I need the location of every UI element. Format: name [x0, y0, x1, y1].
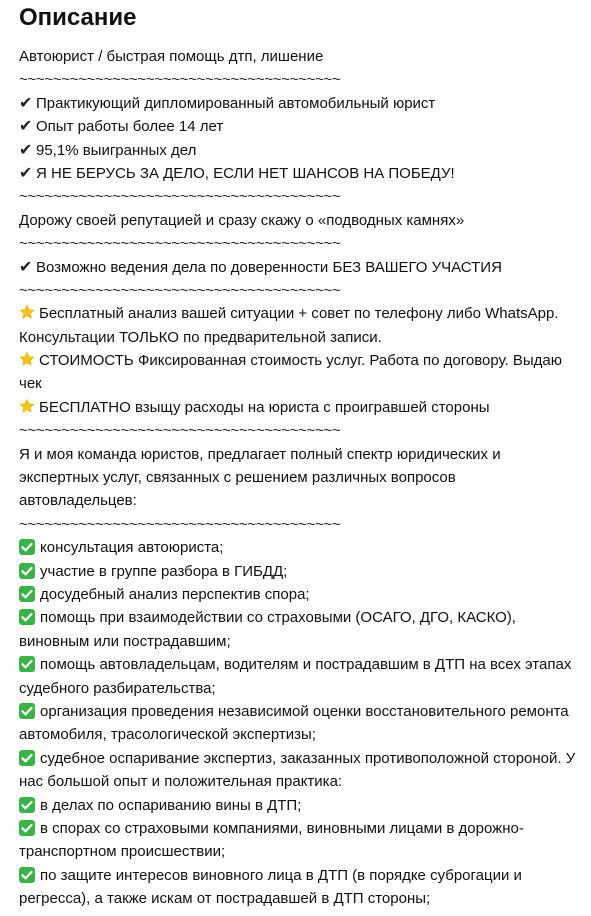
star-line-text: Бесплатный анализ вашей ситуации + совет по телефону либо WhatsApp.: [39, 305, 559, 323]
text-line: автомобиля, трасологической экспертизы;: [19, 726, 316, 744]
checkbox-line: [19, 560, 585, 583]
heavy-check-mark-icon: ✔: [19, 141, 33, 159]
checkbox-line-text: участие в группе разбора в ГИБДД;: [40, 562, 288, 580]
text-line: регресса), а также искам от пострадавшей в ДТП стороны;: [19, 890, 431, 908]
separator-line: ~~~~~~~~~~~~~~~~~~~~~~~~~~~~~~~~~~~~~~: [19, 281, 341, 299]
checkbox-line-text: помощь при взаимодействии со страховыми (ОСАГО, ДГО, КАСКО),: [40, 609, 516, 627]
star-line-text: СТОИМОСТЬ Фиксированная стоимость услуг. Работа по договору. Выдаю: [39, 352, 563, 370]
checkbox-line-text: помощь автовладельцам, водителям и пострадавшим в ДТП на всех этапах: [40, 656, 572, 674]
checkbox-line: [19, 864, 585, 887]
heavy-check-mark-icon: ✔: [19, 164, 33, 182]
text-line: нас большой опыт и положительная практика:: [19, 773, 343, 791]
check-line: [19, 139, 585, 162]
heavy-check-mark-icon: ✔: [19, 258, 33, 276]
checkbox-line: [19, 794, 585, 817]
text-line: судебного разбирательства;: [19, 679, 216, 697]
white-check-mark-button-icon: [19, 586, 35, 602]
check-line-text: 95,1% выигранных дел: [36, 141, 197, 159]
text-line: Автоюрист / быстрая помощь дтп, лишение: [19, 48, 324, 65]
heavy-check-mark-icon: ✔: [19, 118, 33, 136]
text-line: чек: [19, 375, 42, 393]
heavy-check-mark-icon: ✔: [19, 94, 33, 112]
star-line: [19, 396, 585, 419]
check-line: [19, 256, 585, 279]
star-line: [19, 349, 585, 372]
separator-line: ~~~~~~~~~~~~~~~~~~~~~~~~~~~~~~~~~~~~~~: [19, 422, 341, 440]
separator-line: ~~~~~~~~~~~~~~~~~~~~~~~~~~~~~~~~~~~~~~: [19, 235, 341, 253]
separator-line: ~~~~~~~~~~~~~~~~~~~~~~~~~~~~~~~~~~~~~~: [19, 188, 341, 206]
check-line: [19, 92, 585, 115]
white-check-mark-button-icon: [19, 563, 35, 579]
checkbox-line: [19, 700, 585, 723]
checkbox-line-text: в спорах со страховыми компаниями, виновными лицами в дорожно-: [40, 819, 524, 837]
section-title: Описание: [19, 4, 137, 31]
white-check-mark-button-icon: [19, 703, 35, 719]
white-check-mark-button-icon: [19, 750, 35, 766]
white-check-mark-button-icon: [19, 609, 35, 625]
separator-line: ~~~~~~~~~~~~~~~~~~~~~~~~~~~~~~~~~~~~~~: [19, 71, 341, 89]
text-line: экспертных услуг, связанных с решением различных вопросов: [19, 469, 456, 487]
white-check-mark-button-icon: [19, 656, 35, 672]
checkbox-line: [19, 536, 585, 559]
text-line: транспортном происшествии;: [19, 843, 226, 861]
check-line: [19, 115, 585, 138]
checkbox-line-text: в делах по оспариванию вины в ДТП;: [40, 796, 302, 814]
white-check-mark-button-icon: [19, 867, 35, 883]
white-check-mark-button-icon: [19, 820, 35, 836]
text-line: автовладельцев:: [19, 492, 137, 510]
checkbox-line: [19, 817, 585, 840]
checkbox-line-text: судебное оспаривание экспертиз, заказанных противоположной стороной. У: [40, 749, 576, 767]
white-check-mark-button-icon: [19, 539, 35, 555]
text-line: Я и моя команда юристов, предлагает полный спектр юридических и: [19, 445, 501, 463]
checkbox-line-text: по защите интересов виновного лица в ДТП (в порядке суброгации и: [40, 866, 522, 884]
checkbox-line: [19, 606, 585, 629]
star-icon: [19, 304, 35, 320]
checkbox-line: [19, 747, 585, 770]
checkbox-line: [19, 653, 585, 676]
check-line-text: Я НЕ БЕРУСЬ ЗА ДЕЛО, ЕСЛИ НЕТ ШАНСОВ НА ПОБЕДУ!: [36, 164, 455, 182]
star-icon: [19, 398, 35, 414]
star-icon: [19, 351, 35, 367]
star-line-text: БЕСПЛАТНО взыщу расходы на юриста с проигравшей стороны: [39, 398, 490, 416]
text-line: Консультации ТОЛЬКО по предварительной записи.: [19, 328, 382, 346]
checkbox-line-text: организация проведения независимой оценки восстановительного ремонта: [40, 702, 569, 720]
text-line: виновным или пострадавшим;: [19, 632, 231, 650]
white-check-mark-button-icon: [19, 797, 35, 813]
checkbox-line-text: досудебный анализ перспектив спора;: [40, 585, 310, 603]
check-line: [19, 162, 585, 185]
check-line-text: Опыт работы более 14 лет: [36, 118, 224, 136]
check-line-text: Возможно ведения дела по доверенности БЕЗ ВАШЕГО УЧАСТИЯ: [36, 258, 502, 276]
star-line: [19, 302, 585, 325]
checkbox-line-text: консультация автоюриста;: [40, 539, 224, 557]
checkbox-line: [19, 583, 585, 606]
check-line-text: Практикующий дипломированный автомобильный юрист: [36, 94, 436, 112]
separator-line: ~~~~~~~~~~~~~~~~~~~~~~~~~~~~~~~~~~~~~~: [19, 515, 341, 533]
text-line: Дорожу своей репутацией и сразу скажу о «подводных камнях»: [19, 211, 465, 229]
description-body: [19, 45, 585, 910]
